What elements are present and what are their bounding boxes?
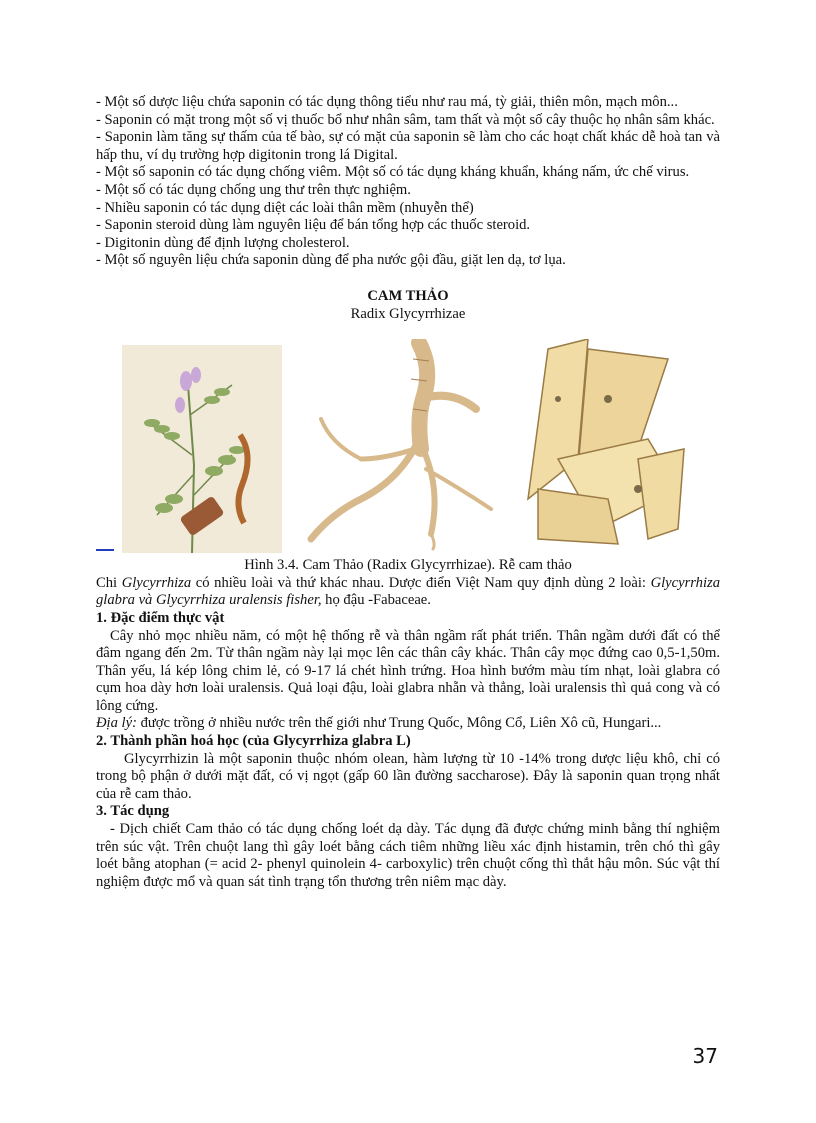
section-text-chemistry: Glycyrrhizin là một saponin thuộc nhóm olean, hàm lượng từ 10 -14% trong dược liệu khô, chỉ có trong bộ phận ở dưới mặt đất, có vị ngọt (gấp 60 lần đường saccharose). Đây là saponin quan trọng nhất của rễ cam thảo.	[96, 750, 720, 802]
bullet-item: - Một số dược liệu chứa saponin có tác dụng thông tiểu như rau má, tỳ giải, thiên môn, mạch môn...	[96, 94, 678, 110]
root-photo	[301, 339, 503, 551]
bullet-item: - Một số nguyên liệu chứa saponin dùng để pha nước gội đầu, giặt len dạ, tơ lụa.	[96, 252, 566, 269]
intro-bullets	[96, 94, 720, 270]
species-names: Glycyrrhiza glabra và Glycyrrhiza uralensis fisher,	[96, 574, 721, 609]
genus-mid: có nhiều loài và thứ khác nhau. Dược điển Việt Nam quy định dùng 2 loài:	[191, 574, 651, 591]
figure	[96, 331, 720, 553]
bullet-item: - Nhiều saponin có tác dụng diệt các loài thân mềm (nhuyễn thể)	[96, 199, 474, 216]
bullet-item: - Digitonin dùng để định lượng cholesterol.	[96, 234, 350, 251]
bullet-item: - Saponin làm tăng sự thấm của tế bào, sự có mặt của saponin sẽ làm cho các hoạt chất khác dễ hoà tan và hấp thu, ví dụ trường hợp digitonin trong lá Digital.	[96, 129, 720, 163]
page-number: 37	[692, 1044, 718, 1068]
section-text-botany: Cây nhỏ mọc nhiều năm, có một hệ thống rễ và thân ngầm rất phát triển. Thân ngầm dưới đất có thể đâm ngang đến 2m. Từ thân ngầm này lại mọc lên các thân cây khác. Thân cây mọc đứng cao 0,5-1,50m. Thân yếu, lá kép lông chim lẻ, có 9-17 lá chét hình trứng. Hoa hình bướm màu tím nhạt, loài glabra có cụm hoa dày hơn loài uralensis. Quả loại đậu, loài glabra nhẵn và thẳng, loài uralensis thì quả cong và có lông cứng.	[96, 627, 720, 714]
section-heading-botany: 1. Đặc điểm thực vật	[96, 609, 225, 626]
bullet-item: - Một số có tác dụng chống ung thư trên thực nghiệm.	[96, 181, 411, 198]
sliced-root-photo	[518, 339, 686, 547]
figure-link-marker	[96, 549, 114, 551]
page-subtitle: Radix Glycyrrhizae	[350, 305, 466, 322]
genus-suffix: họ đậu -Fabaceae.	[321, 592, 431, 609]
geography-label: Địa lý:	[96, 715, 137, 732]
bullet-item: - Một số saponin có tác dụng chống viêm. Một số có tác dụng kháng khuẩn, kháng nấm, ức chế virus.	[96, 164, 690, 181]
bullet-item: - Saponin steroid dùng làm nguyên liệu để bán tổng hợp các thuốc steroid.	[96, 217, 531, 234]
geography-paragraph	[96, 715, 720, 733]
section-heading-chemistry: 2. Thành phần hoá học (của Glycyrrhiza glabra L)	[96, 733, 411, 750]
genus-name: Glycyrrhiza	[121, 574, 192, 591]
geography-text: được trồng ở nhiều nước trên thế giới như Trung Quốc, Mông Cổ, Liên Xô cũ, Hungari...	[136, 715, 662, 732]
section-heading-effects: 3. Tác dụng	[96, 803, 170, 820]
bullet-item: - Saponin có mặt trong một số vị thuốc bổ như nhân sâm, tam thất và một số cây thuộc họ nhân sâm khác.	[96, 111, 715, 128]
genus-paragraph	[96, 575, 720, 610]
section-text-effects: - Dịch chiết Cam thảo có tác dụng chống loét dạ dày. Tác dụng đã được chứng minh bằng thí nghiệm trên súc vật. Trên chuột lang thì gây loét bằng cách tiêm những liều xác định histamin, trên chó thì gây loét bằng atophan (= acid 2- phenyl quinolein 4- carboxylic) trên chuột cống thì thắt hậu môn. Súc vật thí nghiệm được mổ và quan sát tình trạng tổn thương trên niêm mạc dày.	[96, 821, 720, 890]
plant-illustration	[122, 345, 282, 553]
figure-caption: Hình 3.4. Cam Thảo (Radix Glycyrrhizae). Rễ cam thảo	[244, 557, 572, 574]
genus-prefix: Chi	[96, 574, 122, 591]
page-content	[96, 94, 720, 891]
page-title: CAM THẢO	[367, 287, 449, 304]
